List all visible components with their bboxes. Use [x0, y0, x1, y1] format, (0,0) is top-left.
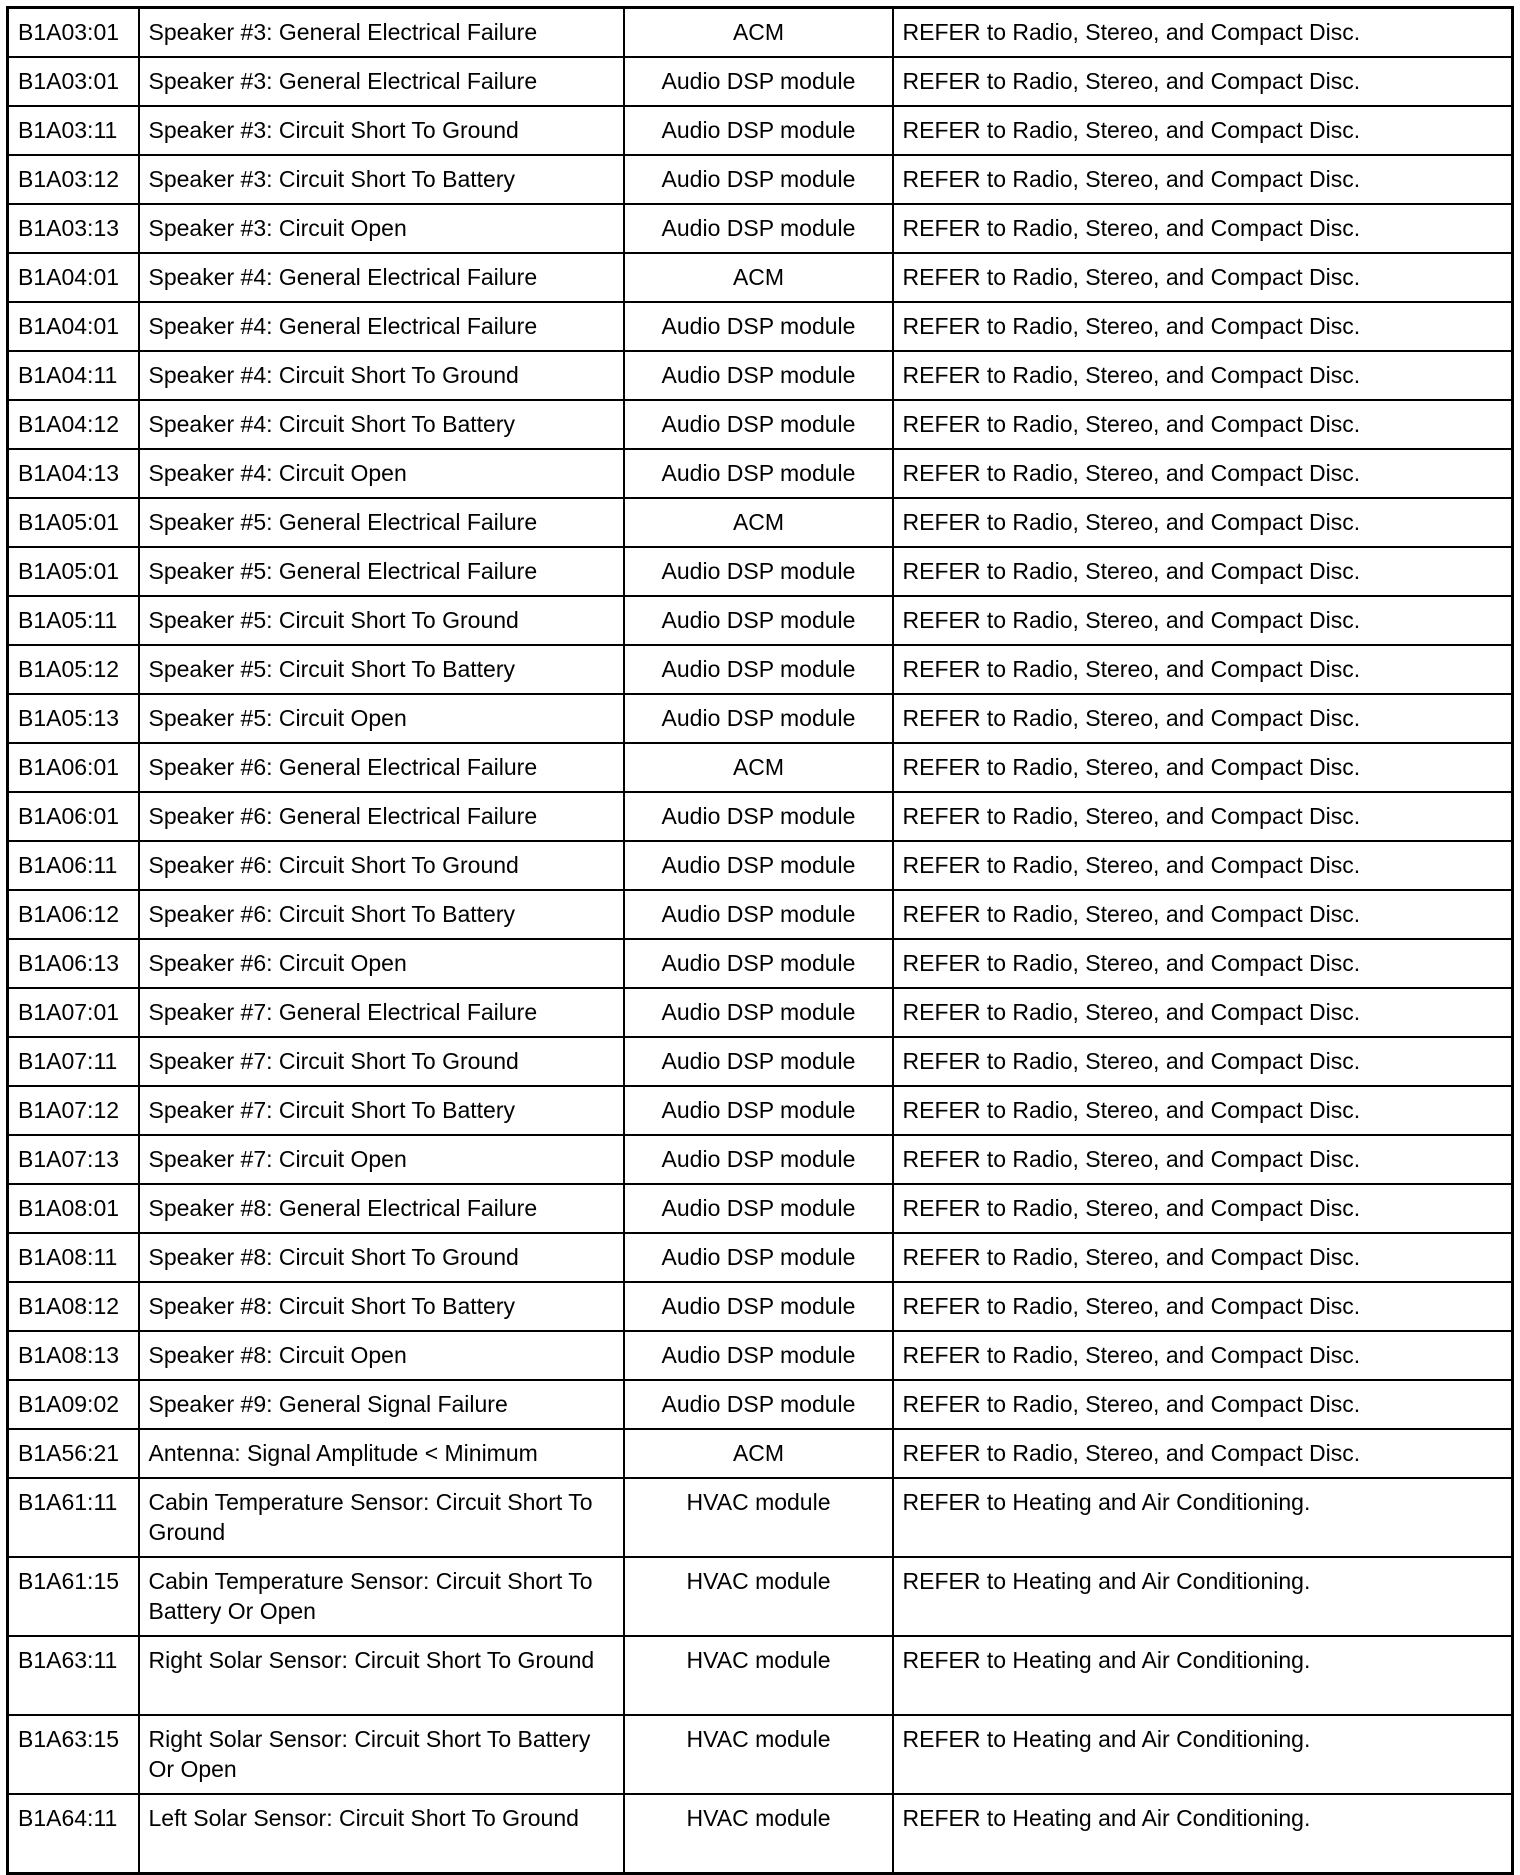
description-cell: Speaker #6: General Electrical Failure	[139, 743, 624, 792]
table-row	[8, 1037, 1513, 1086]
action-cell: REFER to Radio, Stereo, and Compact Disc.	[893, 155, 1513, 204]
description-cell: Speaker #5: Circuit Open	[139, 694, 624, 743]
module-cell: ACM	[624, 253, 893, 302]
module-cell: HVAC module	[624, 1557, 893, 1636]
module-cell: HVAC module	[624, 1715, 893, 1794]
dtc-code-cell: B1A03:01	[8, 57, 139, 106]
module-cell: Audio DSP module	[624, 1233, 893, 1282]
table-row	[8, 1794, 1513, 1874]
module-cell: Audio DSP module	[624, 57, 893, 106]
action-cell: REFER to Radio, Stereo, and Compact Disc.	[893, 449, 1513, 498]
module-cell: Audio DSP module	[624, 1184, 893, 1233]
description-cell: Speaker #3: Circuit Short To Ground	[139, 106, 624, 155]
description-cell: Speaker #6: Circuit Open	[139, 939, 624, 988]
module-cell: ACM	[624, 8, 893, 58]
action-cell: REFER to Radio, Stereo, and Compact Disc.	[893, 890, 1513, 939]
action-cell: REFER to Radio, Stereo, and Compact Disc.	[893, 939, 1513, 988]
description-cell: Right Solar Sensor: Circuit Short To Battery Or Open	[139, 1715, 624, 1794]
action-cell: REFER to Radio, Stereo, and Compact Disc.	[893, 106, 1513, 155]
description-cell: Speaker #3: General Electrical Failure	[139, 57, 624, 106]
dtc-code-cell: B1A03:12	[8, 155, 139, 204]
dtc-table	[6, 6, 1514, 1875]
table-row	[8, 694, 1513, 743]
table-row	[8, 1233, 1513, 1282]
module-cell: Audio DSP module	[624, 351, 893, 400]
module-cell: Audio DSP module	[624, 792, 893, 841]
dtc-code-cell: B1A04:01	[8, 302, 139, 351]
action-cell: REFER to Radio, Stereo, and Compact Disc.	[893, 204, 1513, 253]
module-cell: Audio DSP module	[624, 547, 893, 596]
action-cell: REFER to Radio, Stereo, and Compact Disc.	[893, 547, 1513, 596]
action-cell: REFER to Heating and Air Conditioning.	[893, 1715, 1513, 1794]
dtc-code-cell: B1A63:15	[8, 1715, 139, 1794]
module-cell: Audio DSP module	[624, 1037, 893, 1086]
table-row	[8, 988, 1513, 1037]
module-cell: Audio DSP module	[624, 1086, 893, 1135]
action-cell: REFER to Radio, Stereo, and Compact Disc.	[893, 694, 1513, 743]
table-row	[8, 1715, 1513, 1794]
table-row	[8, 792, 1513, 841]
action-cell: REFER to Radio, Stereo, and Compact Disc.	[893, 841, 1513, 890]
description-cell: Cabin Temperature Sensor: Circuit Short To Ground	[139, 1478, 624, 1557]
action-cell: REFER to Heating and Air Conditioning.	[893, 1794, 1513, 1874]
dtc-code-cell: B1A09:02	[8, 1380, 139, 1429]
description-cell: Speaker #7: Circuit Short To Battery	[139, 1086, 624, 1135]
module-cell: Audio DSP module	[624, 1135, 893, 1184]
module-cell: Audio DSP module	[624, 694, 893, 743]
module-cell: ACM	[624, 743, 893, 792]
action-cell: REFER to Radio, Stereo, and Compact Disc.	[893, 1380, 1513, 1429]
description-cell: Speaker #3: Circuit Open	[139, 204, 624, 253]
action-cell: REFER to Radio, Stereo, and Compact Disc.	[893, 1037, 1513, 1086]
dtc-code-cell: B1A03:13	[8, 204, 139, 253]
table-row	[8, 890, 1513, 939]
module-cell: Audio DSP module	[624, 890, 893, 939]
module-cell: Audio DSP module	[624, 400, 893, 449]
action-cell: REFER to Radio, Stereo, and Compact Disc.	[893, 1184, 1513, 1233]
dtc-code-cell: B1A05:11	[8, 596, 139, 645]
module-cell: Audio DSP module	[624, 155, 893, 204]
action-cell: REFER to Radio, Stereo, and Compact Disc.	[893, 1233, 1513, 1282]
action-cell: REFER to Heating and Air Conditioning.	[893, 1636, 1513, 1715]
action-cell: REFER to Radio, Stereo, and Compact Disc.	[893, 498, 1513, 547]
table-row	[8, 1184, 1513, 1233]
module-cell: HVAC module	[624, 1636, 893, 1715]
module-cell: Audio DSP module	[624, 1380, 893, 1429]
table-row	[8, 596, 1513, 645]
description-cell: Speaker #8: Circuit Open	[139, 1331, 624, 1380]
action-cell: REFER to Radio, Stereo, and Compact Disc.	[893, 351, 1513, 400]
action-cell: REFER to Radio, Stereo, and Compact Disc.	[893, 400, 1513, 449]
action-cell: REFER to Heating and Air Conditioning.	[893, 1557, 1513, 1636]
description-cell: Speaker #8: Circuit Short To Battery	[139, 1282, 624, 1331]
description-cell: Speaker #4: Circuit Short To Battery	[139, 400, 624, 449]
dtc-code-cell: B1A05:13	[8, 694, 139, 743]
action-cell: REFER to Radio, Stereo, and Compact Disc.	[893, 596, 1513, 645]
module-cell: Audio DSP module	[624, 204, 893, 253]
description-cell: Speaker #9: General Signal Failure	[139, 1380, 624, 1429]
dtc-code-cell: B1A06:01	[8, 743, 139, 792]
dtc-code-cell: B1A04:11	[8, 351, 139, 400]
table-row	[8, 449, 1513, 498]
module-cell: ACM	[624, 1429, 893, 1478]
table-row	[8, 1557, 1513, 1636]
dtc-code-cell: B1A03:01	[8, 8, 139, 58]
table-row	[8, 1429, 1513, 1478]
description-cell: Speaker #3: Circuit Short To Battery	[139, 155, 624, 204]
table-row	[8, 302, 1513, 351]
action-cell: REFER to Radio, Stereo, and Compact Disc.	[893, 645, 1513, 694]
action-cell: REFER to Radio, Stereo, and Compact Disc.	[893, 1429, 1513, 1478]
table-row	[8, 1380, 1513, 1429]
table-row	[8, 155, 1513, 204]
description-cell: Speaker #7: Circuit Open	[139, 1135, 624, 1184]
dtc-code-cell: B1A06:12	[8, 890, 139, 939]
dtc-code-cell: B1A07:01	[8, 988, 139, 1037]
action-cell: REFER to Radio, Stereo, and Compact Disc.	[893, 302, 1513, 351]
table-row	[8, 400, 1513, 449]
dtc-code-cell: B1A08:01	[8, 1184, 139, 1233]
dtc-code-cell: B1A05:01	[8, 547, 139, 596]
dtc-code-cell: B1A07:12	[8, 1086, 139, 1135]
table-row	[8, 1636, 1513, 1715]
module-cell: Audio DSP module	[624, 1331, 893, 1380]
description-cell: Speaker #6: Circuit Short To Ground	[139, 841, 624, 890]
table-row	[8, 547, 1513, 596]
action-cell: REFER to Radio, Stereo, and Compact Disc.	[893, 253, 1513, 302]
dtc-code-cell: B1A05:12	[8, 645, 139, 694]
action-cell: REFER to Radio, Stereo, and Compact Disc.	[893, 792, 1513, 841]
action-cell: REFER to Radio, Stereo, and Compact Disc.	[893, 1086, 1513, 1135]
description-cell: Speaker #5: Circuit Short To Battery	[139, 645, 624, 694]
dtc-code-cell: B1A56:21	[8, 1429, 139, 1478]
description-cell: Speaker #4: Circuit Open	[139, 449, 624, 498]
dtc-code-cell: B1A04:12	[8, 400, 139, 449]
description-cell: Speaker #7: General Electrical Failure	[139, 988, 624, 1037]
table-row	[8, 1282, 1513, 1331]
module-cell: Audio DSP module	[624, 939, 893, 988]
dtc-code-cell: B1A05:01	[8, 498, 139, 547]
action-cell: REFER to Radio, Stereo, and Compact Disc.	[893, 1331, 1513, 1380]
description-cell: Right Solar Sensor: Circuit Short To Ground	[139, 1636, 624, 1715]
table-row	[8, 351, 1513, 400]
table-row	[8, 498, 1513, 547]
description-cell: Speaker #4: General Electrical Failure	[139, 253, 624, 302]
dtc-code-cell: B1A08:12	[8, 1282, 139, 1331]
action-cell: REFER to Radio, Stereo, and Compact Disc.	[893, 1135, 1513, 1184]
action-cell: REFER to Radio, Stereo, and Compact Disc.	[893, 988, 1513, 1037]
action-cell: REFER to Heating and Air Conditioning.	[893, 1478, 1513, 1557]
table-row	[8, 8, 1513, 58]
module-cell: Audio DSP module	[624, 988, 893, 1037]
description-cell: Speaker #4: Circuit Short To Ground	[139, 351, 624, 400]
dtc-code-cell: B1A61:15	[8, 1557, 139, 1636]
table-row	[8, 1331, 1513, 1380]
module-cell: Audio DSP module	[624, 449, 893, 498]
table-row	[8, 253, 1513, 302]
description-cell: Speaker #6: Circuit Short To Battery	[139, 890, 624, 939]
module-cell: ACM	[624, 498, 893, 547]
dtc-code-cell: B1A07:11	[8, 1037, 139, 1086]
module-cell: Audio DSP module	[624, 645, 893, 694]
dtc-code-cell: B1A08:13	[8, 1331, 139, 1380]
dtc-table-body	[8, 8, 1513, 1874]
description-cell: Speaker #4: General Electrical Failure	[139, 302, 624, 351]
table-row	[8, 106, 1513, 155]
description-cell: Speaker #7: Circuit Short To Ground	[139, 1037, 624, 1086]
table-row	[8, 841, 1513, 890]
dtc-code-cell: B1A03:11	[8, 106, 139, 155]
dtc-code-cell: B1A61:11	[8, 1478, 139, 1557]
action-cell: REFER to Radio, Stereo, and Compact Disc.	[893, 57, 1513, 106]
description-cell: Speaker #8: Circuit Short To Ground	[139, 1233, 624, 1282]
action-cell: REFER to Radio, Stereo, and Compact Disc.	[893, 8, 1513, 58]
table-row	[8, 204, 1513, 253]
module-cell: HVAC module	[624, 1794, 893, 1874]
table-row	[8, 1135, 1513, 1184]
module-cell: Audio DSP module	[624, 1282, 893, 1331]
description-cell: Speaker #5: Circuit Short To Ground	[139, 596, 624, 645]
table-row	[8, 939, 1513, 988]
table-row	[8, 1086, 1513, 1135]
dtc-code-cell: B1A06:11	[8, 841, 139, 890]
description-cell: Left Solar Sensor: Circuit Short To Ground	[139, 1794, 624, 1874]
dtc-code-cell: B1A64:11	[8, 1794, 139, 1874]
description-cell: Speaker #5: General Electrical Failure	[139, 547, 624, 596]
action-cell: REFER to Radio, Stereo, and Compact Disc.	[893, 1282, 1513, 1331]
dtc-code-cell: B1A08:11	[8, 1233, 139, 1282]
dtc-code-cell: B1A04:13	[8, 449, 139, 498]
dtc-code-cell: B1A07:13	[8, 1135, 139, 1184]
module-cell: Audio DSP module	[624, 106, 893, 155]
module-cell: Audio DSP module	[624, 302, 893, 351]
module-cell: HVAC module	[624, 1478, 893, 1557]
dtc-code-cell: B1A04:01	[8, 253, 139, 302]
description-cell: Speaker #6: General Electrical Failure	[139, 792, 624, 841]
dtc-code-cell: B1A63:11	[8, 1636, 139, 1715]
description-cell: Cabin Temperature Sensor: Circuit Short To Battery Or Open	[139, 1557, 624, 1636]
action-cell: REFER to Radio, Stereo, and Compact Disc.	[893, 743, 1513, 792]
description-cell: Speaker #5: General Electrical Failure	[139, 498, 624, 547]
table-row	[8, 645, 1513, 694]
table-row	[8, 743, 1513, 792]
dtc-code-cell: B1A06:13	[8, 939, 139, 988]
description-cell: Speaker #3: General Electrical Failure	[139, 8, 624, 58]
dtc-code-cell: B1A06:01	[8, 792, 139, 841]
table-row	[8, 57, 1513, 106]
description-cell: Antenna: Signal Amplitude < Minimum	[139, 1429, 624, 1478]
module-cell: Audio DSP module	[624, 596, 893, 645]
module-cell: Audio DSP module	[624, 841, 893, 890]
table-row	[8, 1478, 1513, 1557]
description-cell: Speaker #8: General Electrical Failure	[139, 1184, 624, 1233]
